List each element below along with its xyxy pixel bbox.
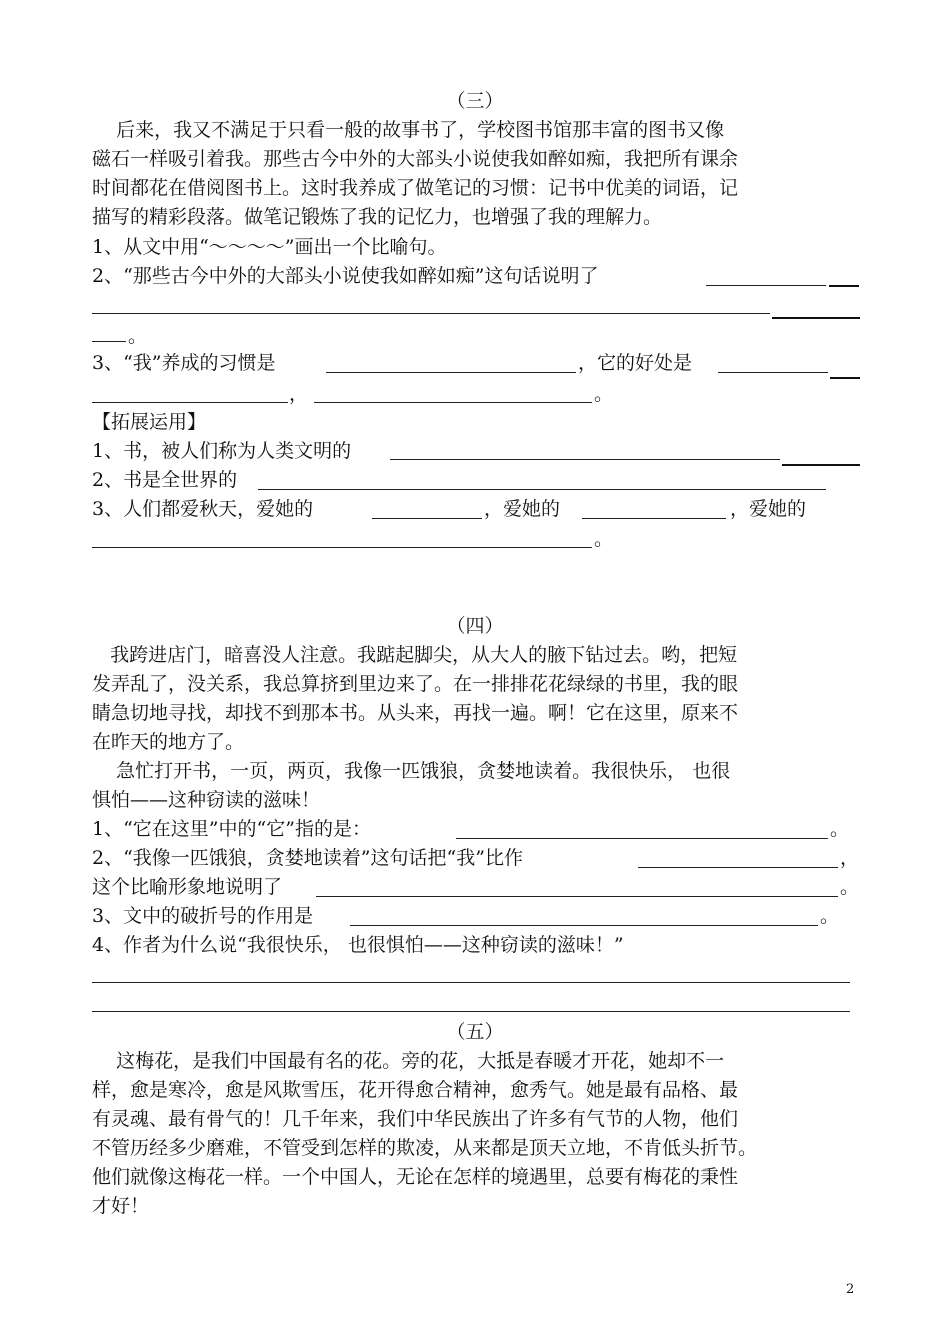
answer-blank[interactable] (372, 518, 482, 519)
page-number: 2 (846, 1282, 855, 1297)
section-4-question-1-end: 。 (830, 818, 850, 840)
section-5-paragraph-line: 不管历经多少磨难，不管受到怎样的欺凌，从来都是顶天立地，不肯低头折节。 (92, 1137, 758, 1159)
answer-blank[interactable] (258, 489, 826, 490)
answer-blank[interactable] (316, 896, 838, 897)
answer-blank[interactable] (456, 838, 828, 839)
section-4-question-2-cont: 这个比喻形象地说明了 (92, 876, 283, 898)
section-4-question-3-end: 。 (820, 905, 840, 927)
extension-question-3: 3、人们都爱秋天，爱她的 (92, 498, 314, 520)
section-3-paragraph-line: 后来，我又不满足于只看一般的故事书了，学校图书馆那丰富的图书又像 (92, 119, 725, 141)
section-5-paragraph-line: 才好！ (92, 1195, 150, 1217)
section-5-paragraph-line: 他们就像这梅花一样。一个中国人，无论在怎样的境遇里，总要有梅花的秉性 (92, 1166, 739, 1188)
answer-blank[interactable] (390, 459, 780, 460)
section-4-paragraph-line: 睛急切地寻找，却找不到那本书。从头来，再找一遍。啊！它在这里，原来不 (92, 702, 739, 724)
section-3-question-3: 3、“我”养成的习惯是 (92, 352, 276, 374)
extension-question-2: 2、书是全世界的 (92, 469, 238, 491)
answer-blank[interactable] (706, 285, 826, 286)
answer-blank[interactable] (314, 402, 592, 403)
extension-question-3-part: ，爱她的 (730, 498, 807, 520)
answer-blank[interactable] (830, 377, 860, 379)
section-3-question-3-end: 。 (594, 383, 614, 405)
section-3-paragraph-line: 描写的精彩段落。做笔记锻炼了我的记忆力，也增强了我的理解力。 (92, 206, 663, 228)
answer-blank[interactable] (92, 547, 592, 548)
section-4-heading: （四） (446, 615, 504, 637)
answer-blank[interactable] (92, 1011, 850, 1012)
answer-blank[interactable] (718, 372, 828, 373)
section-3-paragraph-line: 磁石一样吸引着我。那些古今中外的大部头小说使我如醉如痴，我把所有课余 (92, 148, 739, 170)
section-4-paragraph-line: 发弄乱了，没关系，我总算挤到里边来了。在一排排花花绿绿的书里，我的眼 (92, 673, 739, 695)
section-4-question-4: 4、作者为什么说“我很快乐， 也很惧怕——这种窃读的滋味！” (92, 934, 624, 956)
answer-blank[interactable] (638, 867, 838, 868)
section-3-heading: （三） (446, 90, 504, 112)
section-4-question-1: 1、“它在这里”中的“它”指的是： (92, 818, 371, 840)
section-3-question-3-comma: ， (289, 383, 309, 405)
section-4-question-3: 3、文中的破折号的作用是 (92, 905, 314, 927)
section-4-question-2-comma: ， (840, 847, 860, 869)
section-4-paragraph-line: 在昨天的地方了。 (92, 731, 245, 753)
extension-title: 【拓展运用】 (92, 411, 207, 433)
answer-blank[interactable] (772, 317, 860, 319)
section-3-question-1: 1、从文中用“～～～～”画出一个比喻句。 (92, 236, 447, 258)
section-4-paragraph-line: 我跨进店门，暗喜没人注意。我踮起脚尖，从大人的腋下钻过去。哟，把短 (92, 644, 738, 666)
answer-blank[interactable] (582, 518, 726, 519)
section-4-paragraph-line: 惧怕——这种窃读的滋味！ (92, 789, 321, 811)
answer-blank[interactable] (350, 925, 818, 926)
section-4-question-2-end: 。 (840, 876, 860, 898)
extension-question-3-part: ，爱她的 (484, 498, 561, 520)
answer-blank[interactable] (92, 313, 770, 314)
section-4-question-2: 2、“我像一匹饿狼，贪婪地读着”这句话把“我”比作 (92, 847, 523, 869)
section-3-question-2: 2、“那些古今中外的大部头小说使我如醉如痴”这句话说明了 (92, 265, 599, 287)
section-5-paragraph-line: 这梅花，是我们中国最有名的花。旁的花，大抵是春暖才开花，她却不一 (92, 1050, 725, 1072)
answer-blank[interactable] (92, 402, 288, 403)
section-3-question-2-end: 。 (128, 325, 148, 347)
section-3-question-3-part: ，它的好处是 (578, 352, 693, 374)
section-5-heading: （五） (446, 1021, 504, 1043)
answer-blank[interactable] (326, 372, 576, 373)
section-4-paragraph-line: 急忙打开书，一页，两页，我像一匹饿狼，贪婪地读着。我很快乐， 也很 (92, 760, 731, 782)
section-5-paragraph-line: 有灵魂、最有骨气的！几千年来，我们中华民族出了许多有气节的人物，他们 (92, 1108, 739, 1130)
section-3-paragraph-line: 时间都花在借阅图书上。这时我养成了做笔记的习惯：记书中优美的词语，记 (92, 177, 739, 199)
answer-blank[interactable] (92, 341, 126, 342)
extension-question-3-end: 。 (594, 528, 614, 550)
answer-blank[interactable] (829, 285, 859, 287)
extension-question-1: 1、书，被人们称为人类文明的 (92, 440, 352, 462)
section-5-paragraph-line: 样，愈是寒冷，愈是风欺雪压，花开得愈合精神，愈秀气。她是最有品格、最 (92, 1079, 739, 1101)
answer-blank[interactable] (92, 982, 850, 983)
